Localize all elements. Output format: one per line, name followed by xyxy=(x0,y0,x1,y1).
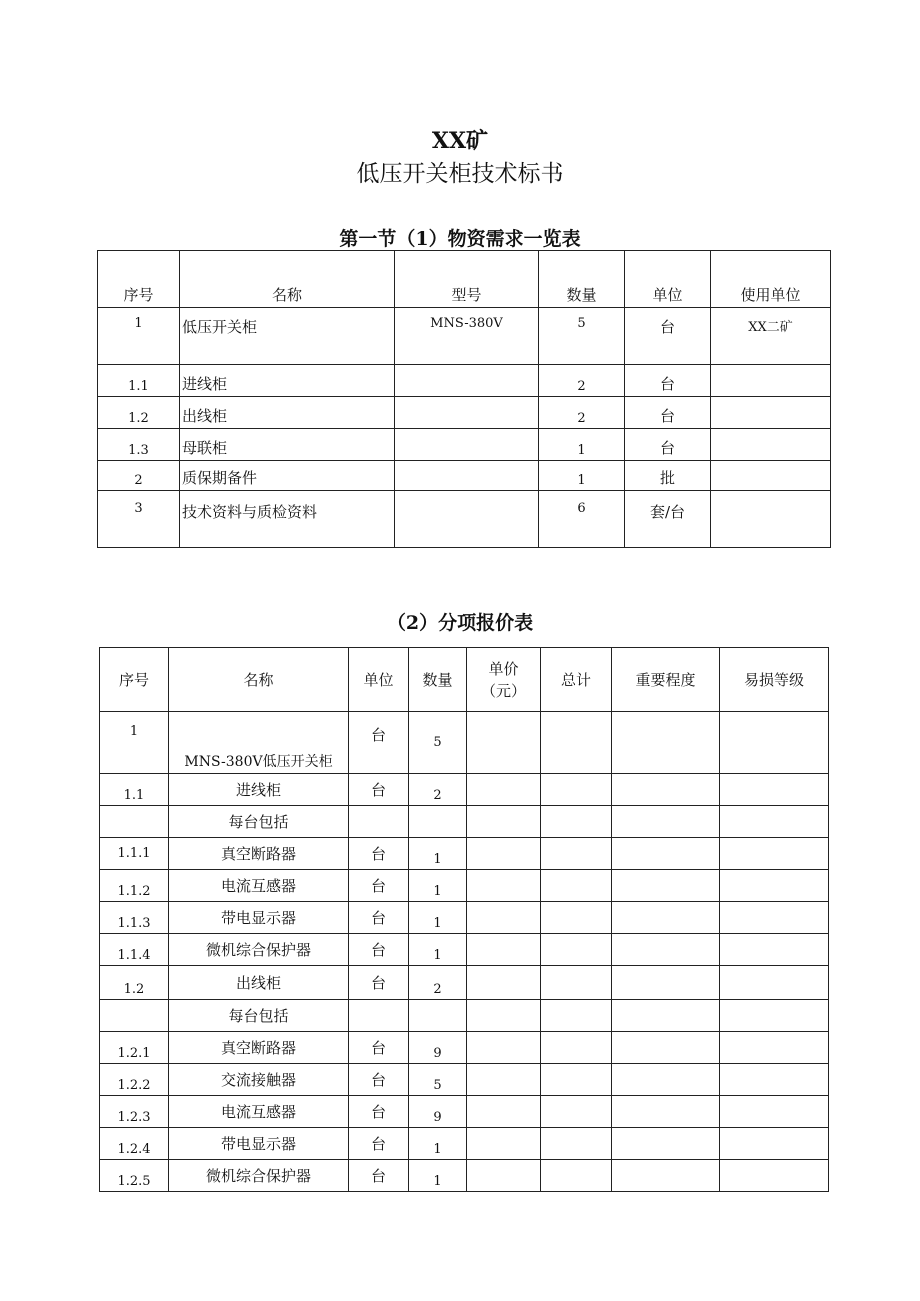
row-wear xyxy=(720,712,829,774)
section2-heading: （2）分项报价表 xyxy=(386,612,534,634)
row-name: 微机综合保护器 xyxy=(169,1160,349,1192)
row-unit: 台 xyxy=(349,712,409,774)
row-wear xyxy=(720,1032,829,1064)
row-quantity: 2 xyxy=(409,774,467,806)
table-row xyxy=(100,966,829,1000)
header-cell: 名称 xyxy=(169,648,349,712)
row-unit: 台 xyxy=(349,838,409,870)
row-name: 真空断路器 xyxy=(169,838,349,870)
document-title: XX矿 xyxy=(431,128,489,154)
row-wear xyxy=(720,1128,829,1160)
table-row xyxy=(100,712,829,774)
row-number: 2 xyxy=(98,461,180,491)
row-unit: 台 xyxy=(625,308,711,365)
row-importance xyxy=(612,934,720,966)
itemized-quote-table xyxy=(99,647,829,1192)
table-header-row xyxy=(100,648,829,712)
row-number: 1.1.2 xyxy=(100,870,169,902)
header-cell: 使用单位 xyxy=(711,251,831,308)
row-quantity: 1 xyxy=(409,1160,467,1192)
row-unit: 台 xyxy=(349,1096,409,1128)
materials-demand-table xyxy=(97,250,831,548)
row-wear xyxy=(720,966,829,1000)
row-quantity: 1 xyxy=(409,934,467,966)
row-unit: 台 xyxy=(349,1064,409,1096)
row-number: 1.1.3 xyxy=(100,902,169,934)
row-number: 1.2.4 xyxy=(100,1128,169,1160)
row-model xyxy=(395,461,539,491)
row-importance xyxy=(612,806,720,838)
row-quantity: 1 xyxy=(539,429,625,461)
row-number: 1.2.3 xyxy=(100,1096,169,1128)
row-total xyxy=(541,1032,612,1064)
row-total xyxy=(541,1096,612,1128)
row-name: 每台包括 xyxy=(169,1000,349,1032)
row-importance xyxy=(612,1128,720,1160)
row-number: 1.2 xyxy=(100,966,169,1000)
row-name: 出线柜 xyxy=(180,397,395,429)
row-unit: 台 xyxy=(349,870,409,902)
row-user xyxy=(711,429,831,461)
row-number: 1.2 xyxy=(98,397,180,429)
row-price xyxy=(467,1160,541,1192)
row-wear xyxy=(720,806,829,838)
row-total xyxy=(541,966,612,1000)
row-number: 1.1.1 xyxy=(100,838,169,870)
row-number xyxy=(100,806,169,838)
row-price xyxy=(467,774,541,806)
header-cell: 单位 xyxy=(625,251,711,308)
header-cell: 序号 xyxy=(98,251,180,308)
row-number xyxy=(100,1000,169,1032)
row-quantity: 5 xyxy=(539,308,625,365)
row-name: 质保期备件 xyxy=(180,461,395,491)
row-total xyxy=(541,902,612,934)
row-name: 进线柜 xyxy=(180,365,395,397)
row-quantity: 5 xyxy=(409,712,467,774)
row-name: 电流互感器 xyxy=(169,1096,349,1128)
row-total xyxy=(541,934,612,966)
header-cell: 总计 xyxy=(541,648,612,712)
row-number: 1.1 xyxy=(100,774,169,806)
row-total xyxy=(541,1160,612,1192)
table-row xyxy=(100,1160,829,1192)
row-total xyxy=(541,1128,612,1160)
row-unit xyxy=(349,1000,409,1032)
header-cell-price xyxy=(467,648,541,712)
row-user xyxy=(711,491,831,548)
table-row xyxy=(100,934,829,966)
table-row xyxy=(98,429,831,461)
row-quantity: 5 xyxy=(409,1064,467,1096)
header-cell: 重要程度 xyxy=(612,648,720,712)
table-row xyxy=(98,365,831,397)
row-name: 出线柜 xyxy=(169,966,349,1000)
row-quantity xyxy=(409,1000,467,1032)
row-quantity: 1 xyxy=(539,461,625,491)
row-total xyxy=(541,838,612,870)
row-number: 1.2.2 xyxy=(100,1064,169,1096)
table-row xyxy=(98,308,831,365)
table-row xyxy=(98,397,831,429)
row-number: 1.2.5 xyxy=(100,1160,169,1192)
row-price xyxy=(467,902,541,934)
row-importance xyxy=(612,1096,720,1128)
row-quantity: 1 xyxy=(409,902,467,934)
row-name: 低压开关柜 xyxy=(180,308,395,365)
table-header-row xyxy=(98,251,831,308)
row-total xyxy=(541,1000,612,1032)
row-quantity: 2 xyxy=(539,397,625,429)
row-price xyxy=(467,1096,541,1128)
header-cell: 型号 xyxy=(395,251,539,308)
row-importance xyxy=(612,1160,720,1192)
section1-heading: 第一节（1）物资需求一览表 xyxy=(339,228,581,250)
row-unit: 台 xyxy=(625,365,711,397)
table-row xyxy=(100,838,829,870)
row-quantity: 9 xyxy=(409,1032,467,1064)
row-name: 进线柜 xyxy=(169,774,349,806)
header-cell: 数量 xyxy=(539,251,625,308)
row-price xyxy=(467,1000,541,1032)
row-importance xyxy=(612,1000,720,1032)
row-importance xyxy=(612,838,720,870)
row-name: 技术资料与质检资料 xyxy=(180,491,395,548)
row-total xyxy=(541,806,612,838)
row-number: 1.3 xyxy=(98,429,180,461)
row-price xyxy=(467,838,541,870)
row-number: 1.2.1 xyxy=(100,1032,169,1064)
row-importance xyxy=(612,902,720,934)
price-header-line1: 单价 xyxy=(488,659,519,678)
row-price xyxy=(467,1064,541,1096)
table-row xyxy=(100,1096,829,1128)
row-model xyxy=(395,491,539,548)
row-unit: 台 xyxy=(349,966,409,1000)
row-wear xyxy=(720,774,829,806)
row-wear xyxy=(720,1000,829,1032)
table-row xyxy=(100,870,829,902)
row-unit: 批 xyxy=(625,461,711,491)
row-quantity: 1 xyxy=(409,1128,467,1160)
header-cell: 单位 xyxy=(349,648,409,712)
header-cell: 名称 xyxy=(180,251,395,308)
header-cell: 易损等级 xyxy=(720,648,829,712)
row-importance xyxy=(612,712,720,774)
row-importance xyxy=(612,1064,720,1096)
row-quantity: 1 xyxy=(409,870,467,902)
row-price xyxy=(467,806,541,838)
row-importance xyxy=(612,1032,720,1064)
table-row xyxy=(100,806,829,838)
row-name: 真空断路器 xyxy=(169,1032,349,1064)
table-row xyxy=(100,1064,829,1096)
row-total xyxy=(541,1064,612,1096)
row-user xyxy=(711,461,831,491)
row-name: 每台包括 xyxy=(169,806,349,838)
row-name: 带电显示器 xyxy=(169,1128,349,1160)
row-name: 电流互感器 xyxy=(169,870,349,902)
row-model xyxy=(395,429,539,461)
row-name: 带电显示器 xyxy=(169,902,349,934)
header-cell: 序号 xyxy=(100,648,169,712)
row-total xyxy=(541,712,612,774)
row-unit: 台 xyxy=(349,934,409,966)
row-unit: 台 xyxy=(349,1032,409,1064)
row-model xyxy=(395,397,539,429)
row-importance xyxy=(612,966,720,1000)
row-wear xyxy=(720,838,829,870)
row-wear xyxy=(720,1064,829,1096)
row-number: 1 xyxy=(98,308,180,365)
row-wear xyxy=(720,1160,829,1192)
row-number: 3 xyxy=(98,491,180,548)
row-user xyxy=(711,365,831,397)
table-row xyxy=(100,1128,829,1160)
row-total xyxy=(541,774,612,806)
row-name: MNS-380V低压开关柜 xyxy=(169,712,349,774)
row-user xyxy=(711,397,831,429)
table-row xyxy=(100,902,829,934)
row-price xyxy=(467,1032,541,1064)
document-subtitle: 低压开关柜技术标书 xyxy=(356,161,564,187)
table-row xyxy=(100,1032,829,1064)
row-unit: 台 xyxy=(349,1160,409,1192)
row-wear xyxy=(720,934,829,966)
row-quantity: 2 xyxy=(539,365,625,397)
row-quantity: 9 xyxy=(409,1096,467,1128)
row-unit: 台 xyxy=(349,1128,409,1160)
price-header-line2: （元） xyxy=(480,681,526,700)
row-price xyxy=(467,870,541,902)
row-wear xyxy=(720,902,829,934)
row-name: 微机综合保护器 xyxy=(169,934,349,966)
row-price xyxy=(467,934,541,966)
row-quantity: 2 xyxy=(409,966,467,1000)
row-model xyxy=(395,365,539,397)
row-unit: 台 xyxy=(349,902,409,934)
row-price xyxy=(467,966,541,1000)
row-name: 交流接触器 xyxy=(169,1064,349,1096)
row-unit xyxy=(349,806,409,838)
row-importance xyxy=(612,870,720,902)
row-name: 母联柜 xyxy=(180,429,395,461)
row-unit: 套/台 xyxy=(625,491,711,548)
row-price xyxy=(467,1128,541,1160)
row-model: MNS-380V xyxy=(395,308,539,365)
row-unit: 台 xyxy=(349,774,409,806)
row-unit: 台 xyxy=(625,429,711,461)
row-importance xyxy=(612,774,720,806)
row-user: XX二矿 xyxy=(711,308,831,365)
row-number: 1.1 xyxy=(98,365,180,397)
row-quantity: 6 xyxy=(539,491,625,548)
row-unit: 台 xyxy=(625,397,711,429)
table-row xyxy=(98,461,831,491)
table-row xyxy=(100,774,829,806)
row-total xyxy=(541,870,612,902)
row-number: 1.1.4 xyxy=(100,934,169,966)
row-price xyxy=(467,712,541,774)
row-wear xyxy=(720,1096,829,1128)
header-cell: 数量 xyxy=(409,648,467,712)
row-quantity: 1 xyxy=(409,838,467,870)
row-quantity xyxy=(409,806,467,838)
row-number: 1 xyxy=(100,712,169,774)
table-row xyxy=(98,491,831,548)
row-wear xyxy=(720,870,829,902)
table-row xyxy=(100,1000,829,1032)
